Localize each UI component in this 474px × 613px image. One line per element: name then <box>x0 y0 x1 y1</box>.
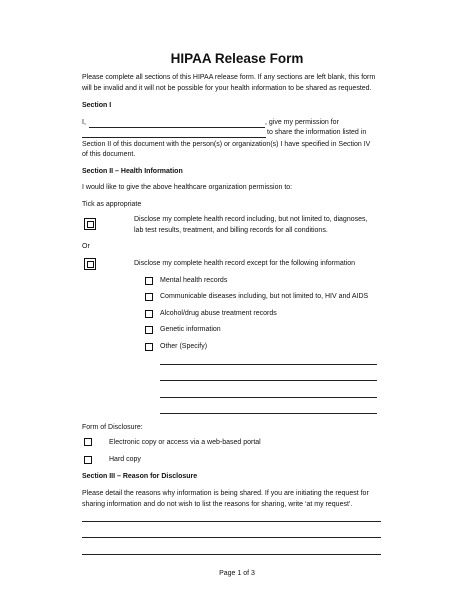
name-prefix: I, <box>82 119 86 126</box>
section-1-line-4: of this document. <box>82 151 136 158</box>
mental-health-checkbox[interactable] <box>145 277 153 285</box>
full-disclosure-line-1: Disclose my complete health record including, but not limited to, diagnoses, <box>134 216 368 223</box>
other-specify-line[interactable] <box>160 397 377 398</box>
intro-line-2: will be invalid and it will not be possible for your health information to be shared as requested. <box>82 85 372 92</box>
disclosure-form-label: Form of Disclosure: <box>82 424 143 431</box>
form-title: HIPAA Release Form <box>170 51 304 66</box>
partial-disclosure-checkbox[interactable] <box>84 258 96 270</box>
permission-text: , give my permission for <box>265 119 339 126</box>
mental-health-label: Mental health records <box>160 277 228 284</box>
section-3-heading: Section III – Reason for Disclosure <box>82 473 198 480</box>
hard-copy-checkbox[interactable] <box>84 456 92 464</box>
page-number: Page 1 of 3 <box>219 570 255 577</box>
other-specify-line[interactable] <box>160 380 377 381</box>
section-3-line-1: Please detail the reasons why information is being shared. If you are initiating the request for <box>82 490 369 497</box>
other-checkbox[interactable] <box>145 343 153 351</box>
electronic-copy-label: Electronic copy or access via a web-based portal <box>109 439 261 446</box>
alcohol-drug-label: Alcohol/drug abuse treatment records <box>160 310 277 317</box>
other-specify-line[interactable] <box>160 413 377 414</box>
organization-field-line[interactable] <box>82 137 266 138</box>
intro-line-1: Please complete all sections of this HIPAA release form. If any sections are left blank, this form <box>82 74 376 81</box>
other-specify-line[interactable] <box>160 364 377 365</box>
communicable-diseases-label: Communicable diseases including, but not limited to, HIV and AIDS <box>160 293 369 300</box>
electronic-copy-checkbox[interactable] <box>84 438 92 446</box>
reason-line[interactable] <box>82 554 381 555</box>
alcohol-drug-checkbox[interactable] <box>145 310 153 318</box>
genetic-info-checkbox[interactable] <box>145 326 153 334</box>
section-1-heading: Section I <box>82 102 112 109</box>
name-field-line[interactable] <box>89 127 265 128</box>
section-2-heading: Section II – Health Information <box>82 168 183 175</box>
reason-line[interactable] <box>82 537 381 538</box>
section-3-line-2: sharing information and do not wish to list the reasons for sharing, write ‘at my request’. <box>82 501 353 508</box>
section-2-intro: I would like to give the above healthcare organization permission to: <box>82 184 293 191</box>
reason-line[interactable] <box>82 521 381 522</box>
section-1-line-3: Section II of this document with the person(s) or organization(s) I have specified in Section IV <box>82 141 371 148</box>
share-text: to share the information listed in <box>267 129 367 136</box>
or-label: Or <box>82 243 90 250</box>
tick-instruction: Tick as appropriate <box>82 201 142 208</box>
partial-disclosure-text: Disclose my complete health record except for the following information <box>134 260 355 267</box>
other-label: Other (Specify) <box>160 343 208 350</box>
full-disclosure-checkbox[interactable] <box>84 218 96 230</box>
communicable-diseases-checkbox[interactable] <box>145 293 153 301</box>
genetic-info-label: Genetic information <box>160 326 221 333</box>
full-disclosure-line-2: lab test results, treatment, and billing records for all conditions. <box>134 227 328 234</box>
hard-copy-label: Hard copy <box>109 456 141 463</box>
